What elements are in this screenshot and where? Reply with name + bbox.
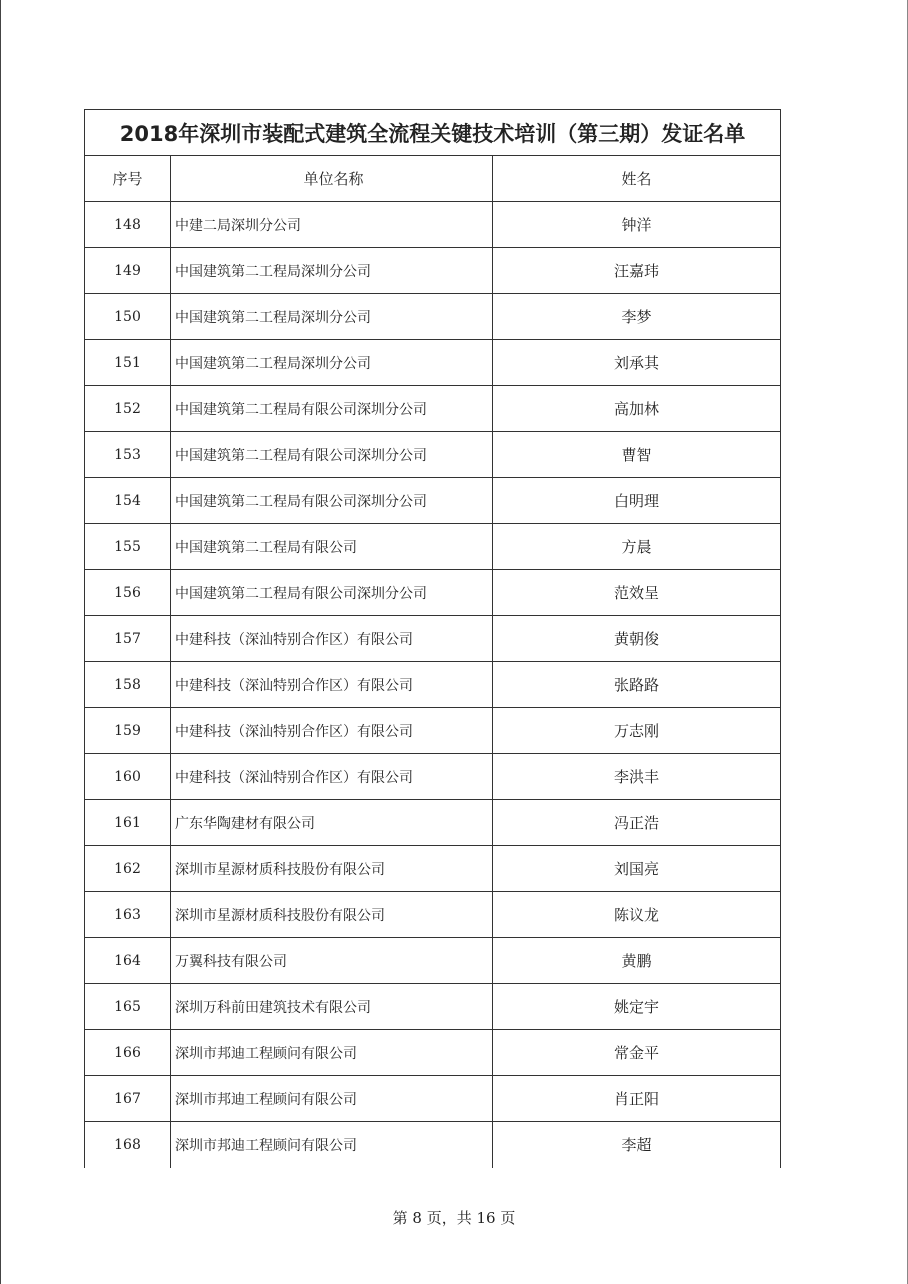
row-name: 黄鹏 bbox=[493, 938, 781, 984]
table-row bbox=[85, 386, 781, 432]
table-row bbox=[85, 294, 781, 340]
row-unit: 中国建筑第二工程局有限公司深圳分公司 bbox=[171, 478, 493, 524]
row-seq: 161 bbox=[85, 800, 171, 846]
row-name: 范效呈 bbox=[493, 570, 781, 616]
row-unit: 中国建筑第二工程局深圳分公司 bbox=[171, 340, 493, 386]
table-row bbox=[85, 708, 781, 754]
row-seq: 148 bbox=[85, 202, 171, 248]
row-seq: 155 bbox=[85, 524, 171, 570]
table-row bbox=[85, 662, 781, 708]
table-row bbox=[85, 892, 781, 938]
row-name: 李超 bbox=[493, 1122, 781, 1168]
row-seq: 153 bbox=[85, 432, 171, 478]
row-unit: 深圳万科前田建筑技术有限公司 bbox=[171, 984, 493, 1030]
row-unit: 中国建筑第二工程局深圳分公司 bbox=[171, 294, 493, 340]
row-unit: 中国建筑第二工程局有限公司深圳分公司 bbox=[171, 570, 493, 616]
row-seq: 160 bbox=[85, 754, 171, 800]
row-unit: 中国建筑第二工程局有限公司深圳分公司 bbox=[171, 386, 493, 432]
row-name: 钟洋 bbox=[493, 202, 781, 248]
row-unit: 深圳市邦迪工程顾问有限公司 bbox=[171, 1122, 493, 1168]
row-seq: 166 bbox=[85, 1030, 171, 1076]
row-name: 刘国亮 bbox=[493, 846, 781, 892]
page-number-footer: 第 8 页，共 16 页 bbox=[392, 1209, 516, 1227]
row-name: 刘承其 bbox=[493, 340, 781, 386]
row-seq: 156 bbox=[85, 570, 171, 616]
row-seq: 158 bbox=[85, 662, 171, 708]
row-unit: 中国建筑第二工程局深圳分公司 bbox=[171, 248, 493, 294]
row-seq: 149 bbox=[85, 248, 171, 294]
row-seq: 165 bbox=[85, 984, 171, 1030]
table-row bbox=[85, 432, 781, 478]
table-row bbox=[85, 478, 781, 524]
table-row bbox=[85, 1030, 781, 1076]
table-row bbox=[85, 938, 781, 984]
table-row bbox=[85, 248, 781, 294]
row-name: 姚定宇 bbox=[493, 984, 781, 1030]
row-name: 张路路 bbox=[493, 662, 781, 708]
table-row bbox=[85, 800, 781, 846]
row-name: 万志刚 bbox=[493, 708, 781, 754]
row-name: 方晨 bbox=[493, 524, 781, 570]
row-unit: 中建二局深圳分公司 bbox=[171, 202, 493, 248]
table-row bbox=[85, 1122, 781, 1168]
roster-body bbox=[85, 202, 781, 1168]
row-name: 汪嘉玮 bbox=[493, 248, 781, 294]
row-seq: 163 bbox=[85, 892, 171, 938]
table-row bbox=[85, 524, 781, 570]
row-seq: 157 bbox=[85, 616, 171, 662]
row-name: 李洪丰 bbox=[493, 754, 781, 800]
table-row bbox=[85, 340, 781, 386]
row-unit: 深圳市邦迪工程顾问有限公司 bbox=[171, 1030, 493, 1076]
row-seq: 151 bbox=[85, 340, 171, 386]
row-seq: 168 bbox=[85, 1122, 171, 1168]
certificate-roster-table bbox=[84, 109, 781, 1168]
row-seq: 152 bbox=[85, 386, 171, 432]
header-name: 姓名 bbox=[493, 156, 781, 202]
row-unit: 中建科技（深汕特别合作区）有限公司 bbox=[171, 662, 493, 708]
row-unit: 中建科技（深汕特别合作区）有限公司 bbox=[171, 616, 493, 662]
row-name: 常金平 bbox=[493, 1030, 781, 1076]
table-title: 2018年深圳市装配式建筑全流程关键技术培训（第三期）发证名单 bbox=[85, 110, 781, 156]
title-row bbox=[85, 110, 781, 156]
header-unit: 单位名称 bbox=[171, 156, 493, 202]
table-row bbox=[85, 616, 781, 662]
table-row bbox=[85, 846, 781, 892]
row-seq: 150 bbox=[85, 294, 171, 340]
row-unit: 中国建筑第二工程局有限公司 bbox=[171, 524, 493, 570]
row-unit: 深圳市邦迪工程顾问有限公司 bbox=[171, 1076, 493, 1122]
row-name: 曹智 bbox=[493, 432, 781, 478]
row-seq: 167 bbox=[85, 1076, 171, 1122]
row-unit: 中国建筑第二工程局有限公司深圳分公司 bbox=[171, 432, 493, 478]
page-edge-left bbox=[0, 0, 1, 1284]
table-row bbox=[85, 202, 781, 248]
row-unit: 中建科技（深汕特别合作区）有限公司 bbox=[171, 754, 493, 800]
row-seq: 162 bbox=[85, 846, 171, 892]
header-seq: 序号 bbox=[85, 156, 171, 202]
row-name: 白明理 bbox=[493, 478, 781, 524]
row-unit: 中建科技（深汕特别合作区）有限公司 bbox=[171, 708, 493, 754]
row-seq: 154 bbox=[85, 478, 171, 524]
row-name: 肖正阳 bbox=[493, 1076, 781, 1122]
row-seq: 164 bbox=[85, 938, 171, 984]
row-seq: 159 bbox=[85, 708, 171, 754]
table-row bbox=[85, 570, 781, 616]
row-name: 冯正浩 bbox=[493, 800, 781, 846]
row-name: 陈议龙 bbox=[493, 892, 781, 938]
row-name: 黄朝俊 bbox=[493, 616, 781, 662]
row-unit: 万翼科技有限公司 bbox=[171, 938, 493, 984]
row-name: 高加林 bbox=[493, 386, 781, 432]
table-row bbox=[85, 1076, 781, 1122]
header-row bbox=[85, 156, 781, 202]
row-name: 李梦 bbox=[493, 294, 781, 340]
row-unit: 深圳市星源材质科技股份有限公司 bbox=[171, 846, 493, 892]
row-unit: 广东华陶建材有限公司 bbox=[171, 800, 493, 846]
table-row bbox=[85, 754, 781, 800]
row-unit: 深圳市星源材质科技股份有限公司 bbox=[171, 892, 493, 938]
table-row bbox=[85, 984, 781, 1030]
